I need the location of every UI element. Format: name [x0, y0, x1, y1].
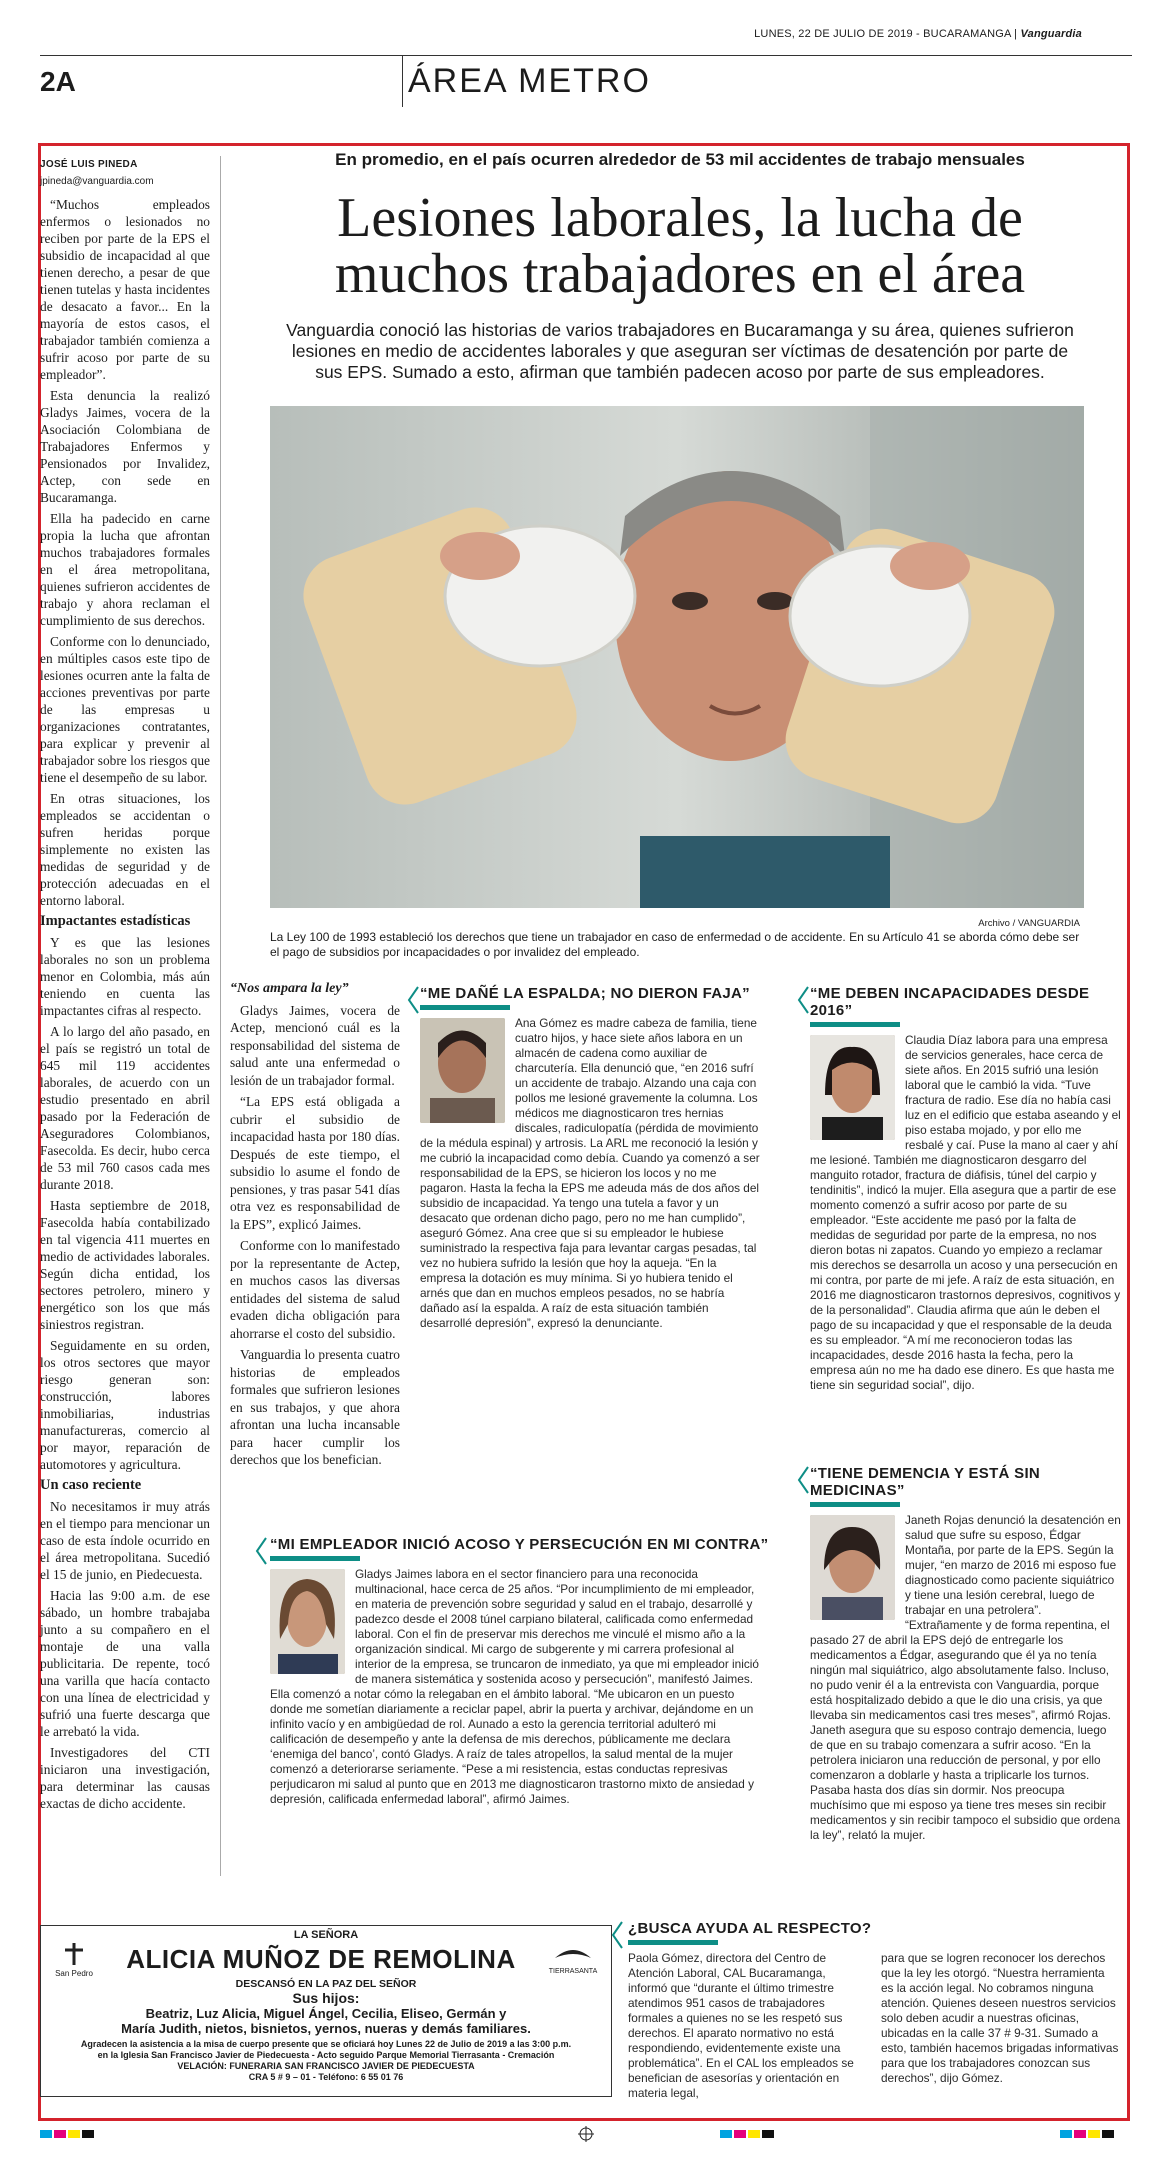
photo-credit: Archivo / VANGUARDIA	[978, 918, 1080, 929]
story-title: “ME DEBEN INCAPACIDADES DESDE 2016”	[810, 985, 1090, 1019]
avatar	[810, 1035, 895, 1140]
paragraph: Seguidamente en su orden, los otros sectores que mayor riesgo generan son: construcción, labores inmobiliarias, industrias manufactureras, comercio al por mayor, reparación de automotores y agricultura.	[40, 1338, 210, 1472]
kicker: En promedio, en el país ocurren alrededor de 53 mil accidentes de trabajo mensuales	[335, 150, 1025, 169]
paragraph: Hasta septiembre de 2018, Fasecolda había contabilizado en tal vigencia 411 muertes en medio de actividades laborales. Según dicha entidad, los sectores petrolero, minero y energético son los que más siniestros registran.	[40, 1198, 210, 1332]
obituary-rest: DESCANSÓ EN LA PAZ DEL SEÑOR	[235, 1978, 417, 1990]
paragraph: Hacia las 9:00 a.m. de ese sábado, un hombre trabajaba junto a su compañero en el montaje de una valla publicitaria. De repente, tocó una varilla que hacía contacto con una línea de electricidad y sufrió una fuerte descarga que le arrebató la vida.	[40, 1588, 210, 1739]
help-column-1: Paola Gómez, directora del Centro de Atención Laboral, CAL Bucaramanga, informó que “durante el último trimestre atendimos 951 casos de trabajadores formales a quienes no se les respetó sus derechos. El aparato normativo no está respondiendo, evidentemente existe una problemática”. En el CAL los empleados se benefician de asesorías y orientación en materia legal,	[628, 1951, 854, 2100]
help-title: ¿BUSCA AYUDA AL RESPECTO?	[628, 1920, 872, 1937]
quote-bracket-icon	[254, 1536, 268, 1566]
byline-name: JOSÉ LUIS PINEDA	[40, 159, 138, 170]
paragraph: Investigadores del CTI iniciaron una investigación, para determinar las causas exactas de dicho accidente.	[40, 1745, 210, 1811]
paragraph: En otras situaciones, los empleados se accidentan o sufren heridas porque simplemente no existen las medidas de seguridad y de protección adecuadas en el entorno laboral.	[40, 791, 210, 908]
paragraph: No necesitamos ir muy atrás en el tiempo para mencionar un caso de esta índole ocurrido en el área metropolitana. Sucedió el 15 de junio, en Piedecuesta.	[40, 1499, 210, 1582]
subhead: Un caso reciente	[40, 1477, 142, 1493]
obituary-service: Agradecen la asistencia a la misa de cuerpo presente que se oficiará hoy Lunes 22 de Julio de 2019 a las 3:00 p.m.	[80, 2039, 572, 2049]
paragraph: Y es que las lesiones laborales no son un problema menor en Colombia, más aún teniendo en cuenta las impactantes cifras al respecto.	[40, 935, 210, 1018]
headline-line-2: muchos trabajadores en el área	[334, 243, 1026, 305]
obituary-children-label: Sus hijos:	[292, 1990, 360, 2006]
print-color-bar	[40, 2130, 52, 2138]
story-title: “ME DAÑÉ LA ESPALDA; NO DIERON FAJA”	[420, 985, 750, 1002]
paragraph: Esta denuncia la realizó Gladys Jaimes, vocera de la Asociación Colombiana de Trabajadores Enfermos y Pensionados por Invalidez, Actep, con sede en Bucaramanga.	[40, 388, 210, 505]
print-color-bar	[1060, 2130, 1072, 2138]
print-color-bar	[762, 2130, 774, 2138]
quote-bracket-icon	[796, 985, 810, 1015]
header-rule	[40, 55, 1132, 56]
page-number: 2A	[40, 66, 76, 97]
obituary-family: Beatriz, Luz Alicia, Miguel Ángel, Cecilia, Eliseo, Germán y	[145, 2006, 507, 2021]
registration-mark-icon	[578, 2126, 594, 2142]
summary: Vanguardia conoció las historias de varios trabajadores en Bucaramanga y su área, quienes sufrieron lesiones en medio de accidentes laborales y que aseguran ser víctimas de desatención por parte de sus EPS. Sumado a esto, afirman que también padecen acoso por parte de sus empleadores.	[286, 320, 1074, 382]
story-janeth-rojas	[810, 1465, 1122, 1843]
portrait-icon	[810, 1035, 895, 1140]
obituary-intro: LA SEÑORA	[293, 1929, 359, 1941]
portrait-icon	[420, 1018, 505, 1123]
photo-illustration	[270, 406, 1084, 908]
accent-bar	[270, 1556, 360, 1561]
obituary-notice	[40, 1925, 612, 2097]
accent-bar	[810, 1022, 900, 1027]
print-color-bar	[68, 2130, 80, 2138]
paragraph: Conforme con lo manifestado por la representante de Actep, en muchos casos las diversas entidades del sistema de salud evaden dicha obligación para ahorrarse el costo del subsidio.	[230, 1238, 400, 1341]
print-color-bar	[82, 2130, 94, 2138]
avatar	[810, 1515, 895, 1620]
main-photo	[270, 406, 1084, 908]
paragraph: Vanguardia lo presenta cuatro historias de empleados formales que sufrieron lesiones en sus trabajos, y que ahora afrontan una lucha incansable para hacer cumplir los derechos que los benefician.	[230, 1347, 400, 1467]
deceased-name: ALICIA MUÑOZ DE REMOLINA	[126, 1944, 516, 1974]
subhead: “Nos ampara la ley”	[230, 981, 349, 996]
portrait-icon	[810, 1515, 895, 1620]
quote-bracket-icon	[610, 1920, 624, 1950]
paragraph: A lo largo del año pasado, en el país se registró un total de 645 mil 119 accidentes laborales, de acuerdo con un estudio presentado en abril pasado por la Federación de Aseguradores Colombianos, Fasecolda. Es decir, hubo cerca de 53 mil 760 casos cada mes durante 2018.	[40, 1024, 210, 1192]
avatar	[420, 1018, 505, 1123]
print-color-bar	[1102, 2130, 1114, 2138]
print-color-bar	[734, 2130, 746, 2138]
obituary-service: en la Iglesia San Francisco Javier de Piedecuesta - Acto seguido Parque Memorial Tierrasanta - Cremación	[97, 2050, 555, 2060]
story-text: Janeth Rojas denunció la desatención en salud que sufre su esposo, Édgar Montaña, por parte de la EPS. Según la mujer, “en marzo de 2016 mi esposo fue diagnosticado como paciente siquiátrico y tiene una lesión cerebral, luego de trabajar en una petrolera”. “Extrañamente y de forma repentina, el pasado 27 de abril la EPS dejó de entregarle los medicamentos a Édgar, asegurando que él ya no tenía ningún mal siquiátrico, algo absolutamente falso. Incluso, no pudo venir él a la entrevista con Vanguardia, porque está hospitalizado debido a que le dio una crisis, ya que llevaba sin medicamentos casi tres meses”, afirmó Rojas. Janeth asegura que su esposo contrajo demencia, luego de que en su trabajo comenzara a sufrir acoso. “En la petrolera iniciaron una reducción de personal, y por ello comenzaron a doblarle y hasta a triplicarle los turnos. Pasaba hasta dos días sin dormir. Nos preocupa muchísimo que mi esposo ya tiene tres meses sin recibir medicamentos y sin recibir tampoco el subsidio que ordena la ley”, relató la mujer.	[810, 1513, 1121, 1842]
print-color-bar	[54, 2130, 66, 2138]
lead-paragraph: “Muchos empleados enfermos o lesionados no reciben por parte de la EPS el subsidio de incapacidad al que tienen derecho, a pesar de que tienen tutelas y hasta incidentes de desacato a favor... En la mayoría de estos casos, el trabajador también comienza a sufrir acoso por parte de su empleador”.	[40, 197, 210, 382]
obituary-address: CRA 5 # 9 – 01 - Teléfono: 6 55 01 76	[248, 2072, 404, 2082]
story-ana-gomez	[420, 985, 760, 1331]
obituary-velacion: VELACIÓN: FUNERARIA SAN FRANCISCO JAVIER DE PIEDECUESTA	[177, 2061, 475, 2071]
quote-bracket-icon	[796, 1465, 810, 1495]
headline-line-1: Lesiones laborales, la lucha de	[337, 187, 1023, 249]
avatar	[270, 1569, 345, 1674]
paragraph: Conforme con lo denunciado, en múltiples casos este tipo de lesiones ocurren ante la falta de acciones preventivas por parte de las empresas u organizaciones contratantes, para explicar y prevenir al trabajador sobre los riesgos que tiene el desempeño de su labor.	[40, 634, 210, 785]
story-text: Ana Gómez es madre cabeza de familia, tiene cuatro hijos, y hace siete años labora en un almacén de cadena como auxiliar de charcutería. Ella denunció que, “en 2016 sufrí un accidente de trabajo. Alzando una caja con pollos me lesioné gravemente la columna. Los médicos me diagnosticaron tres hernias discales, radiculopatía (pérdida de movimiento de la médula espinal) y artrosis. La ARL me reconoció la lesión y me cubrió la incapacidad como debía. Cuando ya comenzó a ser responsabilidad de la EPS, se hicieron los locos y no me pagaron. Hasta la fecha la EPS me adeuda más de dos años del subsidio de incapacidad. Ya tengo una tutela a favor y un desacato que ordenan dicho pago, pero no me han cumplido”, aseguró Gómez. Ana cree que si su empleador le hubiese suministrado la respectiva faja para levantar cargas pesadas, tal vez no hubiera sufrido la lesión que hoy la aqueja. “En la empresa la dotación es muy mínima. Si yo hubiera tenido el arnés que dan en muchos empleos pesados, no se habría dañado así la espalda. A raíz de esta situación también desarrollé depresión”, expresó la denunciante.	[420, 1016, 760, 1330]
bird-logo-icon	[553, 1944, 593, 1966]
column-divider	[220, 156, 221, 1876]
paragraph: Ella ha padecido en carne propia la lucha que afrontan muchos trabajadores formales en el área metropolitana, quienes sufrieron accidentes de trabajo y ahora reclaman el cumplimiento de sus derechos.	[40, 511, 210, 628]
story-gladys-jaimes	[270, 1536, 770, 1807]
print-color-bar	[1074, 2130, 1086, 2138]
print-color-bar	[720, 2130, 732, 2138]
header-date: LUNES, 22 DE JULIO DE 2019 - BUCARAMANGA | Vanguardia	[754, 28, 1082, 40]
accent-bar	[628, 1940, 718, 1945]
story-text: Gladys Jaimes labora en el sector financiero para una reconocida multinacional, hace cerca de 25 años. “Por incumplimiento de mi empleador, en materia de prevención sobre seguridad y salud en el trabajo, desarrollé y padezco desde el 2008 túnel carpiano bilateral, calificada como enfermedad laboral. Con el fin de preservar mis derechos me vinculé el mismo año a la organización sindical. Mi cargo de subgerente y mi carrera profesional al interior de la empresa, se truncaron de inmediato, ya que mi empleador inició de manera sistemática y sostenida acoso y persecución”, manifestó Jaimes. Ella comenzó a notar cómo la relegaban en el ámbito laboral. “Me ubicaron en un puesto donde me sometían diariamente a reciclar papel, abrir la puerta y archivar, dejándome en un infinito vacío y en ambigüedad de rol. Aunado a esto la gerencia territorial adulteró mi calificación de desempeño y ante la defensa de mis derechos, públicamente me declara ‘enemiga del banco’, contó Gladys. A raíz de tales atropellos, la salud mental de la mujer comenzó a deteriorarse seriamente. “Pese a mi resistencia, estas conductas represivas perjudicaron mi salud al punto que en 2013 me diagnosticaron trastorno mixto de ansiedad y depresión, calificada enfermedad laboral”, afirmó Jaimes.	[270, 1567, 759, 1806]
accent-bar	[420, 1005, 510, 1010]
quote-bracket-icon	[406, 985, 420, 1015]
cross-logo-icon	[59, 1941, 89, 1967]
headline	[240, 187, 1120, 305]
help-column-2: para que se logren reconocer los derechos que la ley les otorgó. “Nuestra herramienta es la acción legal. No cobramos ninguna atención. Quienes deseen nuestros servicios solo deben acudir a nuestras oficinas, ubicadas en la calle 37 # 9-31. Sumado a esto, también hacemos brigadas informativas para que los trabajadores conozcan sus derechos”, dijo Gómez.	[881, 1951, 1119, 2085]
print-color-bar	[1088, 2130, 1100, 2138]
story-title: “MI EMPLEADOR INICIÓ ACOSO Y PERSECUCIÓN EN MI CONTRA”	[270, 1536, 769, 1553]
byline-email: jpineda@vanguardia.com	[40, 176, 154, 187]
story-title: “TIENE DEMENCIA Y ESTÁ SIN MEDICINAS”	[810, 1465, 1041, 1499]
paragraph: Gladys Jaimes, vocera de Actep, mencionó cuál es la responsabilidad del sistema de salud ante una enfermedad o lesión de un trabajador formal.	[230, 1002, 400, 1088]
print-color-bar	[748, 2130, 760, 2138]
header-divider	[402, 55, 403, 107]
nos-ampara-column	[230, 980, 400, 1473]
story-claudia-diaz	[810, 985, 1122, 1393]
story-text: Claudia Díaz labora para una empresa de servicios generales, hace cerca de siete años. En 2015 sufrió una lesión laboral que le cambió la vida. “Tuve fractura de radio. Ese día no había casi luz en el edificio que estaba aseando y el piso estaba mojado, y por ello me resbalé y caí. Puse la mano al caer y ahí me lesioné. También me diagnosticaron desgarro del manguito rotador, fractura de diáfisis, túnel del carpio y tendinitis”, indicó la mujer. Ella asegura que a partir de ese momento comenzó a sufrir acoso por parte de su empleador. “Este accidente me pasó por la falta de medidas de seguridad por parte de la empresa, no nos dieron botas ni zapatos. Cuando yo empiezo a reclamar mis derechos se desarrolla un acoso y una persecución en mi contra, por parte de mi jefe. A raíz de esta situación, en 2016 me diagnosticaron trastornos depresivos, cognitivos y de la personalidad”. Claudia afirma que aún le deben el pago de su incapacidad y que el responsable de la deuda es su empleador. “A mí me reconocieron todas las incapacidades, desde 2016 hasta la fecha, pero la empresa aún no me ha dado ese dinero. Es que hasta me tiene sin seguridad social”, dijo.	[810, 1033, 1121, 1392]
obituary-family: María Judith, nietos, bisnietos, yernos, nueras y demás familiares.	[121, 2021, 531, 2036]
photo-caption: La Ley 100 de 1993 estableció los derechos que tiene un trabajador en caso de enfermedad o de accidente. En su Artículo 41 se aborda cómo debe ser el pago de subsidios por incapacidades o por invalidez del empleado.	[270, 930, 1080, 959]
help-box	[628, 1920, 1120, 2101]
section-title: ÁREA METRO	[408, 62, 651, 100]
paragraph: “La EPS está obligada a cubrir el subsidio de incapacidad hasta por 180 días. Después de este tiempo, el subsidio lo asume el fondo de pensiones, y tras pasar 541 días otra vez es responsabilidad de la EPS”, explicó Jaimes.	[230, 1094, 400, 1232]
logo-san-pedro: San Pedro	[49, 1941, 99, 1978]
logo-tierrasanta: TIERRASANTA	[543, 1944, 603, 1975]
portrait-icon	[270, 1569, 345, 1674]
accent-bar	[810, 1502, 900, 1507]
subhead: Impactantes estadísticas	[40, 913, 191, 929]
left-column	[40, 156, 210, 1816]
